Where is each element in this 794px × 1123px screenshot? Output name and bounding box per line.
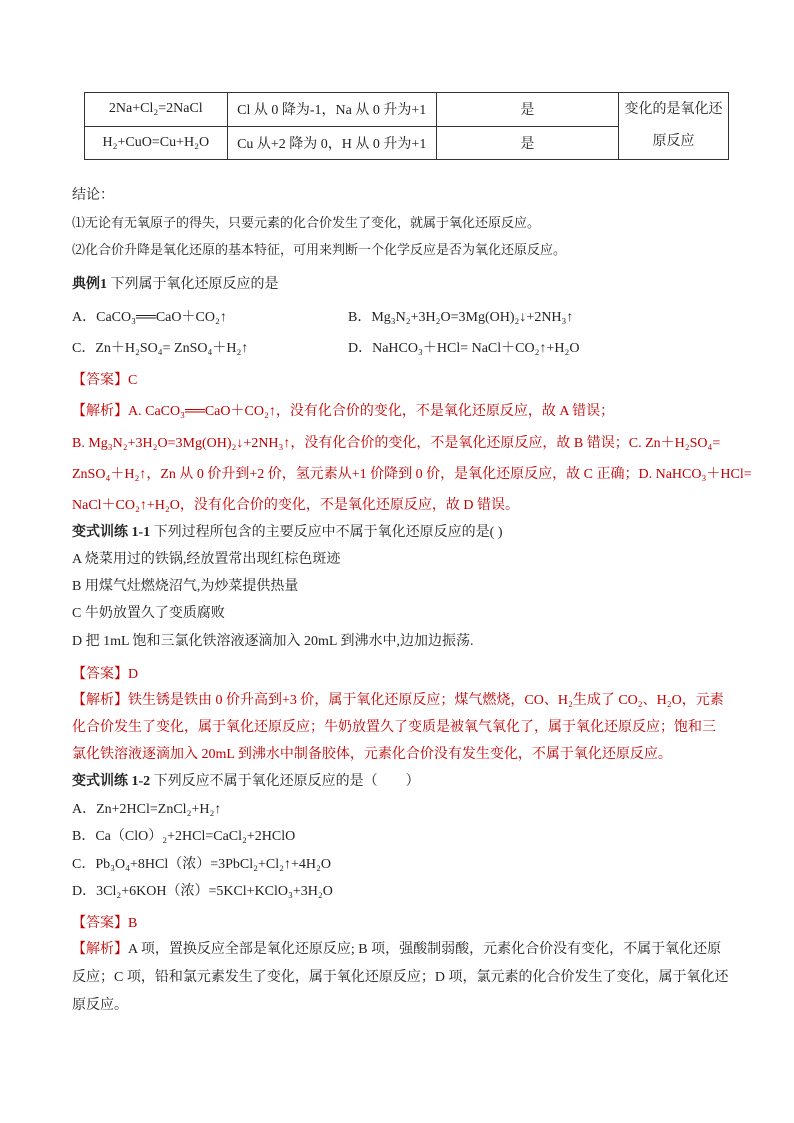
equation-cell: H₂+CuO=Cu+H₂O (85, 126, 228, 160)
option-c: C 牛奶放置久了变质腐败 (72, 606, 225, 621)
merged-conclusion-cell: 变化的是氧化还原反应 (619, 93, 729, 160)
analysis-1-1-line: 化合价发生了变化，属于氧化还原反应；牛奶放置久了变质是被氧气氧化了，属于氧化还原反应；饱和三 (72, 720, 716, 735)
answer-label: 【答案】 (72, 667, 128, 682)
analysis-text: A. CaCO₃══CaO＋CO₂↑，没有化合价的变化，不是氧化还原反应，故 A 错误； (128, 404, 615, 419)
analysis-text: A 项，置换反应全部是氧化还原反应; B 项，强酸制弱酸，元素化合价没有变化，不属于氧化还原 (128, 942, 722, 957)
example-1-heading (72, 273, 279, 293)
example-label: 典例1 (72, 277, 107, 292)
answer-1-1 (72, 663, 138, 683)
answer-1 (72, 369, 137, 389)
training-label: 变式训练 1-1 (72, 525, 151, 540)
valence-change-cell: Cu 从+2 降为 0，H 从 0 升为+1 (227, 126, 436, 160)
option-d: D．NaHCO₃＋HCl= NaCl＋CO₂↑+H₂O (348, 341, 580, 356)
analysis-text: 铁生锈是铁由 0 价升高到+3 价，属于氧化还原反应；煤气燃烧，CO、H₂生成了 CO₂、H₂O，元素 (128, 693, 724, 708)
answer-value: C (128, 373, 138, 388)
analysis-1-1-line: 氯化铁溶液逐滴加入 20mL 到沸水中制备胶体，元素化合价没有发生变化，不属于氧化还原反应。 (72, 747, 672, 762)
training-question: 下列反应不属于氧化还原反应的是（ ） (153, 774, 420, 789)
option-d: D 把 1mL 饱和三氯化铁溶液逐滴加入 20mL 到沸水中,边加边振荡. (72, 634, 474, 649)
option-a: A．CaCO₃══CaO＋CO₂↑ (72, 310, 227, 325)
option-d: D．3Cl₂+6KOH（浓）=5KCl+KClO₃+3H₂O (72, 884, 333, 899)
answer-value: D (128, 667, 139, 682)
option-c: C．Zn＋H₂SO₄= ZnSO₄＋H₂↑ (72, 341, 249, 356)
analysis-1-1-line (72, 689, 724, 709)
analysis-1-line: ZnSO₄＋H₂↑，Zn 从 0 价升到+2 价，氢元素从+1 价降到 0 价，是氧化还原反应，故 C 正确；D. NaHCO₃＋HCl= (72, 467, 752, 482)
option-a: A 烧菜用过的铁锅,经放置常出现红棕色斑迹 (72, 552, 341, 567)
is-redox-cell: 是 (436, 126, 618, 160)
training-question: 下列过程所包含的主要反应中不属于氧化还原反应的是( ) (153, 525, 503, 540)
training-label: 变式训练 1-2 (72, 774, 151, 789)
analysis-1-2-line: 原反应。 (72, 998, 128, 1013)
option-b: B．Mg₃N₂+3H₂O=3Mg(OH)₂↓+2NH₃↑ (348, 310, 574, 325)
answer-1-2 (72, 912, 137, 932)
answer-value: B (128, 916, 138, 931)
table-row (85, 93, 729, 127)
conclusion-point-1: ⑴无论有无氧原子的得失，只要元素的化合价发生了变化，就属于氧化还原反应。 (72, 215, 541, 230)
valence-change-cell: Cl 从 0 降为-1，Na 从 0 升为+1 (227, 93, 436, 127)
training-1-1-heading (72, 521, 503, 541)
analysis-1-line: B. Mg₃N₂+3H₂O=3Mg(OH)₂↓+2NH₃↑，没有化合价的变化，不是氧化还原反应，故 B 错误；C. Zn＋H₂SO₄= (72, 436, 721, 451)
analysis-label: 【解析】 (72, 404, 128, 419)
equation-cell: 2Na+Cl₂=2NaCl (85, 93, 228, 127)
option-b: B 用煤气灶燃烧沼气,为炒菜提供热量 (72, 579, 299, 594)
option-a: A．Zn+2HCl=ZnCl₂+H₂↑ (72, 802, 222, 817)
option-b: B．Ca（ClO）₂+2HCl=CaCl₂+2HClO (72, 829, 296, 844)
redox-table (84, 92, 729, 160)
training-1-2-heading (72, 770, 420, 790)
answer-label: 【答案】 (72, 373, 128, 388)
example-question: 下列属于氧化还原反应的是 (110, 277, 279, 292)
analysis-1-2-line (72, 938, 721, 958)
conclusion-point-2: ⑵化合价升降是氧化还原的基本特征，可用来判断一个化学反应是否为氧化还原反应。 (72, 242, 567, 257)
analysis-label: 【解析】 (72, 693, 128, 708)
analysis-1-2-line: 反应；C 项，铅和氯元素发生了变化，属于氧化还原反应；D 项，氯元素的化合价发生了变化，属于氧化还 (72, 970, 729, 985)
analysis-1-line (72, 400, 614, 420)
option-c: C．Pb₃O₄+8HCl（浓）=3PbCl₂+Cl₂↑+4H₂O (72, 857, 332, 872)
analysis-1-line: NaCl＋CO₂↑+H₂O，没有化合价的变化，不是氧化还原反应，故 D 错误。 (72, 498, 519, 513)
is-redox-cell: 是 (436, 93, 618, 127)
analysis-label: 【解析】 (72, 942, 128, 957)
answer-label: 【答案】 (72, 916, 128, 931)
conclusion-title: 结论： (72, 188, 114, 203)
